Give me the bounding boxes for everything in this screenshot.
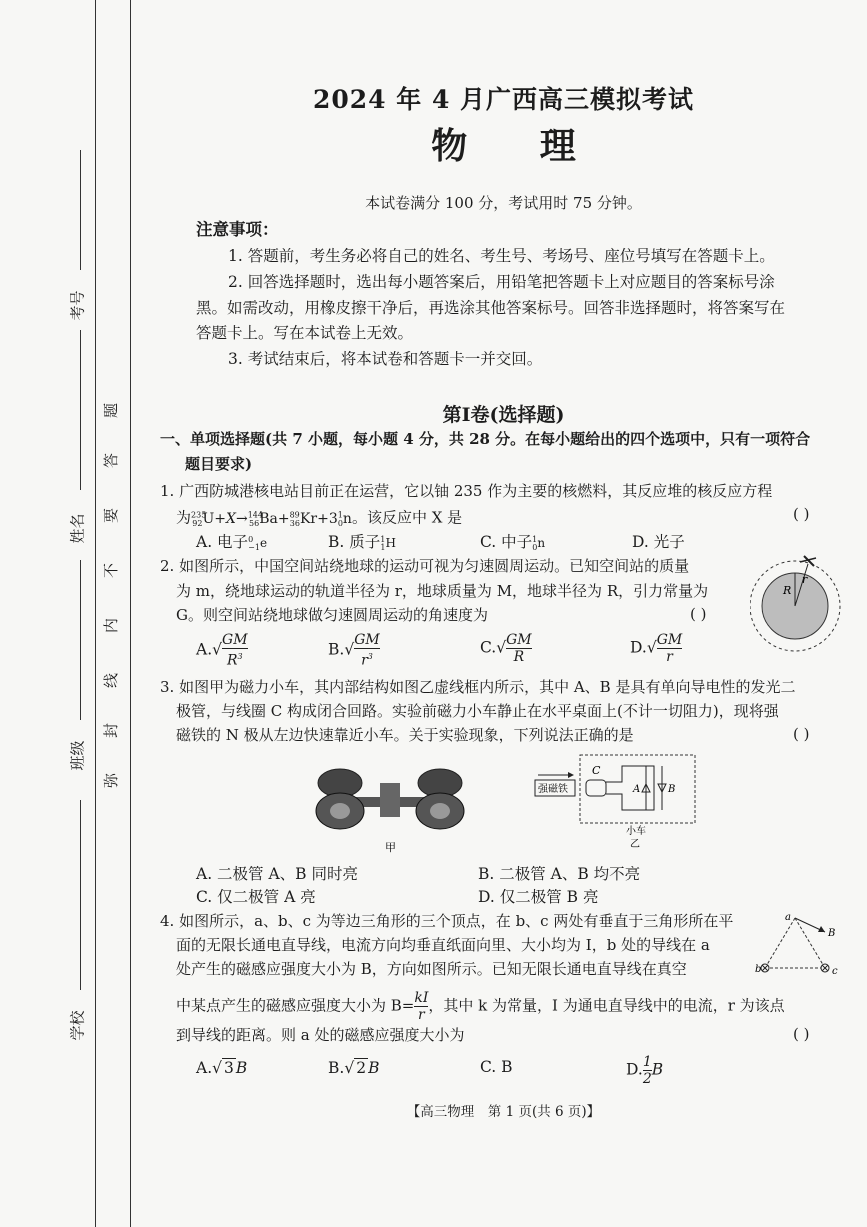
label-field-B: B [828,928,836,939]
q4-option-a-letter: A. [196,1059,213,1077]
q4-option-b-letter: B. [328,1059,345,1077]
class-label: 班级 [68,740,87,771]
q4-line2: 面的无限长通电直导线，电流方向均垂直纸面向里、大小均为 I，b 处的导线在 a [176,936,710,954]
q3-line1: 3. 如图甲为磁力小车，其内部结构如图乙虚线框内所示，其中 A、B 是具有单向导电性的发光二 [160,678,796,696]
magnet-label: 强磁铁 [538,784,568,795]
seal-char: 答 [102,452,121,469]
name-label: 姓名 [68,513,87,544]
q3-figure-yi [530,750,710,850]
coil-C [586,780,606,796]
q4-line5: 到导线的距离。则 a 处的磁感应强度大小为 [176,1026,465,1044]
q2-option-d[interactable]: D.√ $\frac{GM}{r}$ [630,632,683,665]
car-label: 小车 [626,826,646,837]
section-title: 第Ⅰ卷(选择题) [442,404,565,426]
note-3: 3. 考试结束后，将本试卷和答题卡一并交回。 [228,350,543,368]
exam-title: 2024 年 4 月广西高三模拟考试 [312,85,695,114]
seal-char: 内 [102,617,121,634]
label-A: A [633,784,641,795]
side-ab [765,918,795,968]
q1-option-b[interactable]: B. 质子$^1_1$H [328,533,396,553]
q1-line1: 1. 广西防城港核电站目前正在运营，它以铀 235 作为主要的核燃料，其反应堆的核反应方程 [160,482,773,500]
q4-option-c[interactable]: C. B [480,1058,513,1076]
q2-option-a-letter: A. [196,640,213,659]
note-2c: 答题卡上。写在本试卷上无效。 [196,324,414,342]
label-c: c [832,966,838,977]
wire-b-cross-icon [761,964,769,972]
label-R: R [783,584,792,597]
q4-line4-pre: 中某点产生的磁感应强度大小为 B= [176,996,415,1015]
q3-line3: 磁铁的 N 极从左边快速靠近小车。关于实验现象，下列说法正确的是 [176,726,634,744]
school-label: 学校 [68,1010,87,1041]
q2-option-b-letter: B. [328,640,345,659]
car-body [380,783,400,817]
q4-line4-post: ，其中 k 为常量，I 为通电直导线中的电流，r 为该点 [428,996,785,1015]
q1-line2-post: 。该反应中 X 是 [351,508,463,527]
q4-option-b[interactable]: B.√ 2 B [328,1059,380,1077]
q1-answer-paren[interactable]: ( ) [793,505,810,523]
label-B: B [668,784,676,795]
hub-right [430,803,450,819]
section-intro-a: 一、单项选择题(共 7 小题，每小题 4 分，共 28 分。在每小题给出的四个选项中，只有一项符合 [160,430,811,448]
q1-option-d[interactable]: D. 光子 [632,533,685,551]
q1-option-c[interactable]: C. 中子$^1_0$n [480,533,546,553]
q3-option-b[interactable]: B. 二极管 A、B 均不亮 [478,865,641,883]
page-footer: 【高三物理 第 1 页(共 6 页)】 [406,1104,601,1120]
label-jia: 甲 [385,841,396,854]
score-line: 本试卷满分 100 分，考试用时 75 分钟。 [365,194,642,212]
q2-option-b[interactable]: B.√ $\frac{GM}{r^3}$ [328,632,380,669]
q1-line2-pre: 为 [176,508,192,527]
q2-answer-paren[interactable]: ( ) [690,605,707,623]
note-2a: 2. 回答选择题时，选出每小题答案后，用铅笔把答题卡上对应题目的答案标号涂 [228,273,775,291]
q3-figure-jia [310,765,470,855]
label-yi: 乙 [630,839,640,850]
q1-equation: $^{235}_{92}U+X\to^{144}_{56}Ba+^{89}_{36}Kr+3^1_0n$ [191,510,352,529]
seal-char: 题 [102,402,121,419]
q2-figure [750,548,850,658]
q1-option-c-label: C. 中子 [480,533,533,551]
seal-char: 封 [102,722,121,739]
q2-option-c-letter: C. [480,638,497,657]
q2-option-a[interactable]: A.√ $\frac{GM}{R^3}$ [196,632,248,669]
label-b: b [755,964,762,975]
label-C: C [592,764,601,777]
q3-option-d[interactable]: D. 仅二极管 B 亮 [478,888,599,906]
seal-char: 不 [102,562,121,579]
note-2b: 黑。如需改动，用橡皮擦干净后，再选涂其他答案标号。回答非选择题时，将答案写在 [196,299,786,317]
wire-c-cross-icon [821,964,829,972]
q2-line1: 2. 如图所示，中国空间站绕地球的运动可视为匀速圆周运动。已知空间站的质量 [160,557,690,575]
q4-option-a[interactable]: A.√ 3 B [196,1059,248,1077]
q4-line4: 中某点产生的磁感应强度大小为 B= $\frac{kI}{r}$ ，其中 k 为常量，I 为通电直导线中的电流，r 为该点 [176,990,785,1023]
q3-answer-paren[interactable]: ( ) [793,725,810,743]
margin-line-outer [95,0,96,1227]
q3-option-a[interactable]: A. 二极管 A、B 同时亮 [196,865,358,883]
label-a: a [785,912,791,923]
q3-line2: 极管，与线圈 C 构成闭合回路。实验前磁力小车静止在水平桌面上(不计一切阻力)，现将强 [176,702,779,720]
q4-option-d-letter: D. [626,1060,643,1079]
q4-line1: 4. 如图所示，a、b、c 为等边三角形的三个顶点，在 b、c 两处有垂直于三角形所在平 [160,912,734,930]
q2-line2: 为 m，绕地球运动的轨道半径为 r，地球质量为 M，地球半径为 R，引力常量为 [176,582,709,600]
q4-option-d[interactable]: D. $\frac{1}{2}$ B [626,1054,664,1087]
class-underline [80,560,81,720]
margin-line-inner [130,0,131,1227]
q1-option-b-label: B. 质子 [328,533,381,551]
q2-option-c[interactable]: C.√ $\frac{GM}{R}$ [480,632,532,665]
notes-heading: 注意事项： [196,220,279,239]
hub-left [330,803,350,819]
seal-char: 弥 [102,772,121,789]
seal-char: 线 [102,672,121,689]
q4-figure [755,910,850,980]
q1-option-a[interactable]: A. 电子$^0_{-1}$e [196,533,268,553]
q2-option-d-letter: D. [630,638,647,657]
q4-line3: 处产生的磁感应强度大小为 B，方向如图所示。已知无限长通电直导线在真空 [176,960,687,978]
exam-no-label: 考号 [68,290,87,321]
subject-title: 物 理 [431,125,576,167]
q4-answer-paren[interactable]: ( ) [793,1025,810,1043]
q1-option-a-label: A. 电子 [196,533,249,551]
section-intro-b: 题目要求) [185,455,253,473]
school-underline [80,800,81,990]
seal-char: 要 [102,507,121,524]
q3-option-c[interactable]: C. 仅二极管 A 亮 [196,888,316,906]
note-1: 1. 答题前，考生务必将自己的姓名、考生号、考场号、座位号填写在答题卡上。 [228,247,775,265]
circuit-wire [606,766,654,810]
label-r: r [802,573,808,586]
q2-line3: G。则空间站绕地球做匀速圆周运动的角速度为 [176,606,488,624]
